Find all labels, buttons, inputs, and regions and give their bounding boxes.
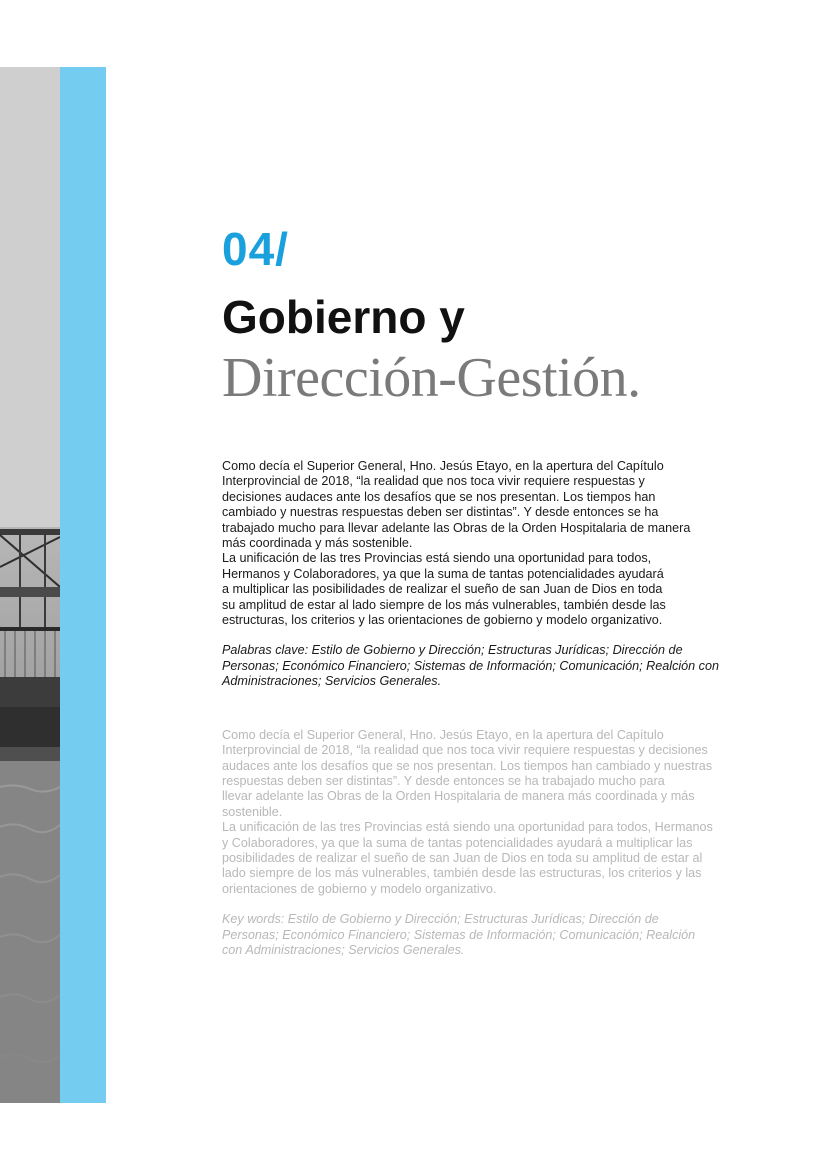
english-paragraph-1 (222, 728, 732, 820)
chapter-title-line1: Gobierno y (222, 291, 465, 343)
accent-band (60, 67, 106, 1103)
text-line: respuestas deben ser distintas”. Y desde entonces se ha trabajado mucho para (222, 773, 665, 788)
text-line: trabajado mucho para llevar adelante las Obras de la Orden Hospitalaria de manera (222, 520, 691, 535)
text-line: Administraciones; Servicios Generales. (222, 674, 442, 689)
english-keywords (222, 912, 732, 958)
text-line: cambiado y nuestras respuestas deben ser distintas”. Y desde entonces se ha (222, 505, 659, 520)
text-line: sostenible. (222, 804, 283, 819)
chapter-content (222, 223, 732, 958)
text-line: Como decía el Superior General, Hno. Jesús Etayo, en la apertura del Capítulo (222, 459, 664, 473)
text-line: Hermanos y Colaboradores, ya que la suma de tantas potencialidades ayudará (222, 566, 664, 581)
spanish-body (222, 459, 732, 628)
text-line: Interprovincial de 2018, “la realidad que nos toca vivir requiere respuestas y (222, 474, 645, 489)
text-line: Palabras clave: Estilo de Gobierno y Dirección; Estructuras Jurídicas; Dirección de (222, 643, 683, 658)
bridge-photo (0, 67, 60, 1103)
spanish-paragraph-2 (222, 551, 732, 628)
text-line: lado siempre de los más vulnerables, también desde las estructuras, los criterios y las (222, 866, 702, 881)
text-line: La unificación de las tres Provincias está siendo una oportunidad para todos, (222, 551, 652, 566)
text-line: estructuras, los criterios y las orientaciones de gobierno y modelo organizativo. (222, 613, 663, 628)
spanish-paragraph-1 (222, 459, 732, 551)
text-line: Key words: Estilo de Gobierno y Dirección; Estructuras Jurídicas; Dirección de (222, 912, 659, 927)
text-line: llevar adelante las Obras de la Orden Hospitalaria de manera más coordinada y más (222, 789, 695, 804)
text-line: La unificación de las tres Provincias está siendo una oportunidad para todos, Hermanos (222, 820, 713, 835)
text-line: audaces ante los desafíos que se nos presentan. Los tiempos han cambiado y nuestras (222, 758, 713, 773)
text-line: orientaciones de gobierno y modelo organizativo. (222, 881, 497, 896)
text-line: posibilidades de realizar el sueño de san Juan de Dios en toda su amplitud de estar al (222, 850, 703, 865)
english-paragraph-2 (222, 820, 732, 897)
text-line: con Administraciones; Servicios Generales. (222, 942, 465, 957)
chapter-title-line2: Dirección-Gestión. (222, 347, 641, 409)
text-line: su amplitud de estar al lado siempre de los más vulnerables, también desde las (222, 597, 666, 612)
english-body (222, 728, 732, 897)
text-line: más coordinada y más sostenible. (222, 536, 413, 551)
bridge-illustration (0, 67, 60, 1103)
text-line: a multiplicar las posibilidades de realizar el sueño de san Juan de Dios en toda (222, 582, 663, 597)
text-line: decisiones audaces ante los desafíos que se nos presentan. Los tiempos han (222, 489, 656, 504)
text-line: Interprovincial de 2018, “la realidad que nos toca vivir requiere respuestas y decisiones (222, 743, 708, 758)
chapter-number: 04/ (222, 223, 289, 275)
text-line: Personas; Económico Financiero; Sistemas de Información; Comunicación; Realción con (222, 658, 719, 673)
text-line: Como decía el Superior General, Hno. Jesús Etayo, en la apertura del Capítulo (222, 727, 664, 742)
text-line: y Colaboradores, ya que la suma de tantas potencialidades ayudará a multiplicar las (222, 835, 693, 850)
text-line: Personas; Económico Financiero; Sistemas de Información; Comunicación; Realción (222, 927, 696, 942)
spanish-keywords (222, 643, 732, 689)
